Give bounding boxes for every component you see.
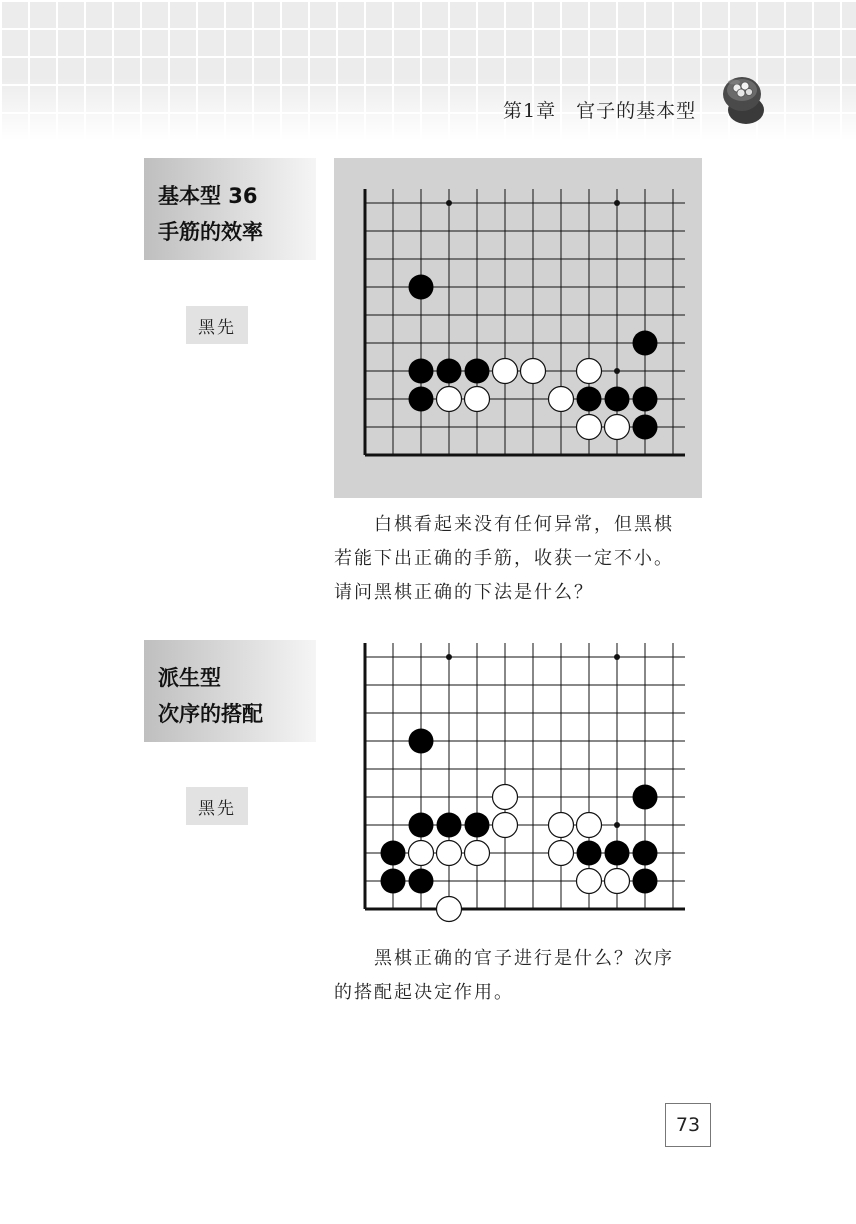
- black-stone: [633, 331, 658, 356]
- problem-1-subtitle: 手筋的效率: [158, 220, 263, 244]
- black-stone: [633, 869, 658, 894]
- black-stone: [605, 841, 630, 866]
- problem-2-to-play-badge: 黑先: [186, 787, 248, 825]
- star-point: [614, 822, 620, 828]
- problem-2-title: 派生型: [158, 666, 221, 690]
- black-stone: [409, 729, 434, 754]
- star-point: [614, 200, 620, 206]
- black-stone: [465, 359, 490, 384]
- problem-1-text-line-2: 若能下出正确的手筋，收获一定不小。: [334, 548, 674, 569]
- black-stone: [633, 785, 658, 810]
- problem-1-text-line-3: 请问黑棋正确的下法是什么？: [334, 582, 594, 603]
- page-number: 73: [665, 1103, 711, 1147]
- white-stone: [409, 841, 434, 866]
- white-stone: [605, 869, 630, 894]
- star-point: [446, 654, 452, 660]
- black-stone: [577, 841, 602, 866]
- black-stone: [437, 359, 462, 384]
- black-stone: [605, 387, 630, 412]
- black-stone: [409, 359, 434, 384]
- problem-2-text-line-2: 的搭配起决定作用。: [334, 982, 514, 1003]
- white-stone: [437, 897, 462, 922]
- problem-1-go-board: [334, 158, 702, 498]
- problem-1-title-box: [144, 158, 316, 260]
- white-stone: [437, 387, 462, 412]
- white-stone: [521, 359, 546, 384]
- white-stone: [577, 813, 602, 838]
- problem-1-text-line-1: 白棋看起来没有任何异常，但黑棋: [374, 514, 674, 535]
- black-stone: [437, 813, 462, 838]
- white-stone: [549, 387, 574, 412]
- problem-2-question: [334, 942, 714, 1010]
- problem-2-text-line-1: 黑棋正确的官子进行是什么？次序: [374, 948, 674, 969]
- problem-2-title-box: [144, 640, 316, 742]
- problem-1-question: [334, 508, 714, 610]
- problem-1-title: 基本型 36: [158, 184, 258, 208]
- white-stone: [549, 841, 574, 866]
- white-stone: [465, 841, 490, 866]
- black-stone: [409, 813, 434, 838]
- white-stone: [577, 359, 602, 384]
- black-stone: [577, 387, 602, 412]
- black-stone: [409, 869, 434, 894]
- black-stone: [633, 387, 658, 412]
- black-stone: [381, 841, 406, 866]
- white-stone: [577, 869, 602, 894]
- black-stone: [409, 275, 434, 300]
- white-stone: [605, 415, 630, 440]
- white-stone: [493, 359, 518, 384]
- chapter-title: 第1章 官子的基本型: [503, 100, 697, 122]
- go-stone-bowl-icon: [720, 74, 768, 126]
- star-point: [614, 654, 620, 660]
- problem-2-go-board: [334, 612, 702, 932]
- white-stone: [493, 813, 518, 838]
- black-stone: [633, 841, 658, 866]
- star-point: [446, 200, 452, 206]
- black-stone: [633, 415, 658, 440]
- black-stone: [409, 387, 434, 412]
- black-stone: [465, 813, 490, 838]
- white-stone: [465, 387, 490, 412]
- black-stone: [381, 869, 406, 894]
- white-stone: [577, 415, 602, 440]
- star-point: [614, 368, 620, 374]
- problem-2-subtitle: 次序的搭配: [158, 702, 263, 726]
- white-stone: [493, 785, 518, 810]
- problem-1-to-play-badge: 黑先: [186, 306, 248, 344]
- white-stone: [549, 813, 574, 838]
- white-stone: [437, 841, 462, 866]
